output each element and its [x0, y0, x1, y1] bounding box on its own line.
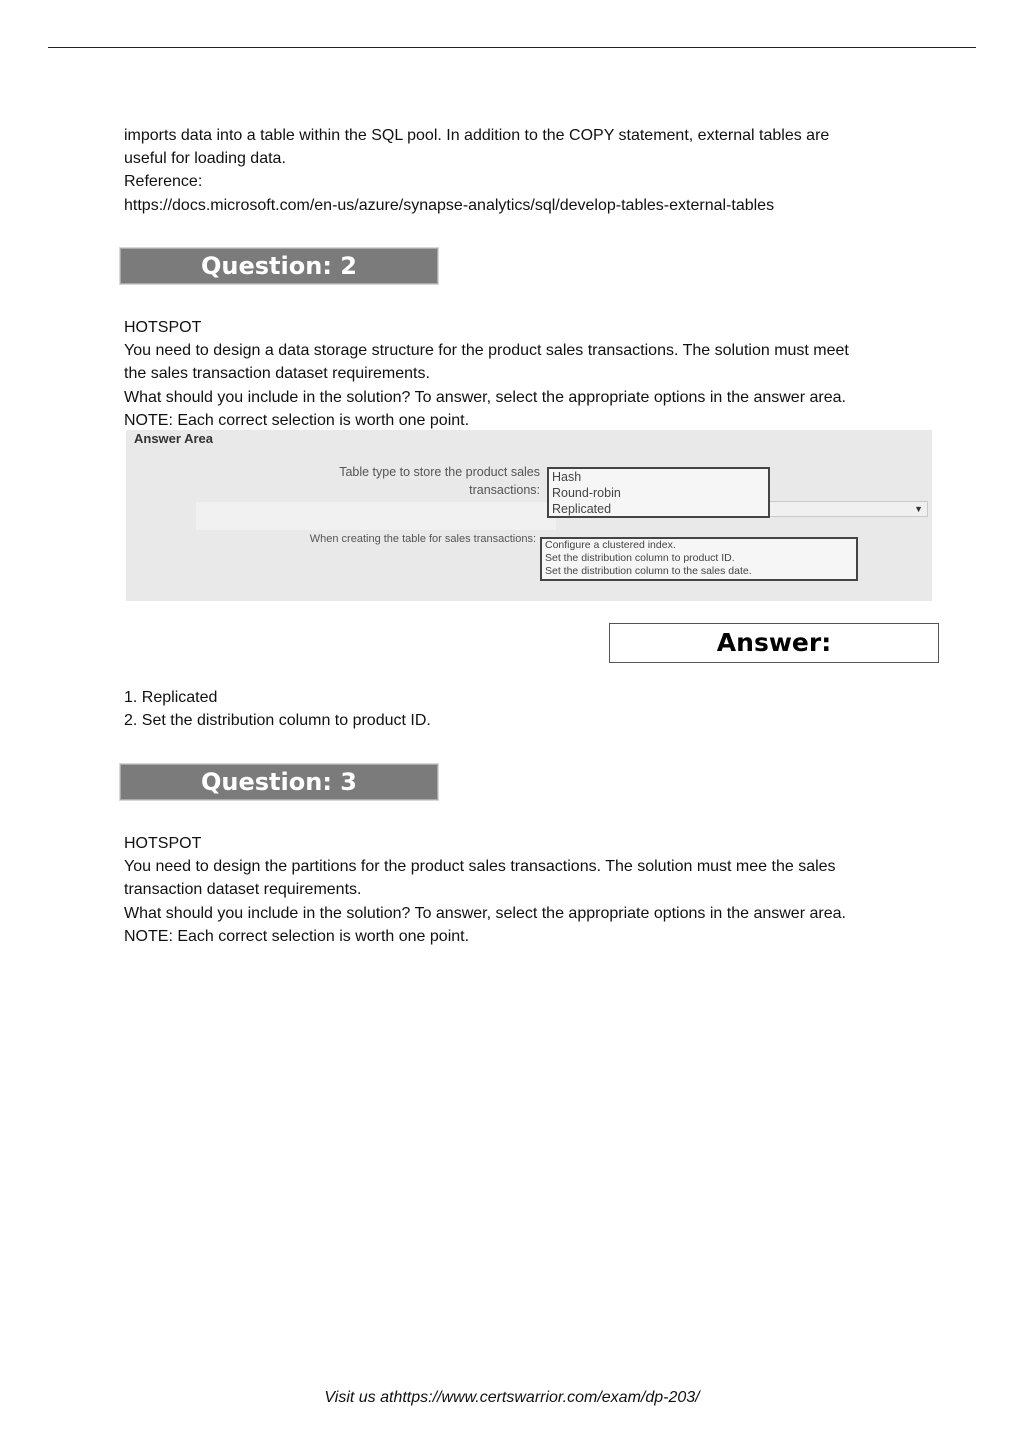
question-3-text: [124, 832, 924, 948]
distribution-options[interactable]: [540, 537, 858, 581]
table-type-label: Table type to store the product sales transactions:: [339, 465, 540, 497]
answer-item: 2. Set the distribution column to product ID.: [124, 712, 431, 730]
question-2-text: [124, 316, 924, 432]
reference-link[interactable]: https://docs.microsoft.com/en-us/azure/synapse-analytics/sql/develop-tables-external-tables: [124, 196, 775, 214]
answer-area-title: Answer Area: [134, 431, 213, 446]
question-line: You need to design the partitions for the product sales transactions. The solution must mee the sales: [124, 858, 836, 876]
answer-heading-box: [609, 623, 939, 663]
question-2-heading: Question: 2: [201, 252, 357, 280]
question-line: What should you include in the solution? To answer, select the appropriate options in the answer area.: [124, 904, 846, 922]
question-line: NOTE: Each correct selection is worth one point.: [124, 927, 470, 945]
table-type-options[interactable]: [547, 467, 770, 518]
question-line: the sales transaction dataset requirements.: [124, 365, 430, 383]
intro-paragraph: [124, 124, 924, 217]
intro-line: imports data into a table within the SQL pool. In addition to the COPY statement, external tables are: [124, 127, 830, 144]
intro-line: useful for loading data.: [124, 150, 286, 168]
question-line: HOTSPOT: [124, 319, 202, 336]
creating-table-label: When creating the table for sales transactions:: [309, 533, 536, 545]
answer-item: 1. Replicated: [124, 689, 218, 706]
question-2-banner: [119, 247, 439, 285]
question-line: What should you include in the solution? To answer, select the appropriate options in the answer area.: [124, 388, 846, 406]
option-sales-date[interactable]: Set the distribution column to the sales date.: [545, 565, 752, 577]
option-hash[interactable]: Hash: [552, 470, 582, 484]
answer-area-screenshot: [126, 430, 932, 601]
answer-list: [124, 686, 924, 732]
table-type-dropdown[interactable]: [769, 501, 928, 517]
intro-line: Reference:: [124, 173, 203, 191]
question-line: NOTE: Each correct selection is worth one point.: [124, 411, 470, 429]
question-3-banner: [119, 763, 439, 801]
option-round-robin[interactable]: Round-robin: [552, 486, 621, 500]
chevron-down-icon[interactable]: ▼: [914, 504, 923, 514]
footer-link[interactable]: Visit us athttps://www.certswarrior.com/exam/dp-203/: [324, 1389, 700, 1406]
question-line: transaction dataset requirements.: [124, 881, 362, 899]
header-rule: [48, 47, 976, 48]
option-clustered-index[interactable]: Configure a clustered index.: [545, 539, 676, 551]
image-haze: [196, 502, 556, 530]
question-line: HOTSPOT: [124, 835, 202, 852]
option-product-id[interactable]: Set the distribution column to product ID.: [545, 552, 735, 564]
answer-heading: Answer:: [716, 628, 832, 657]
option-replicated[interactable]: Replicated: [552, 502, 612, 516]
question-line: You need to design a data storage structure for the product sales transactions. The solution must meet: [124, 342, 849, 360]
question-3-heading: Question: 3: [201, 768, 357, 796]
